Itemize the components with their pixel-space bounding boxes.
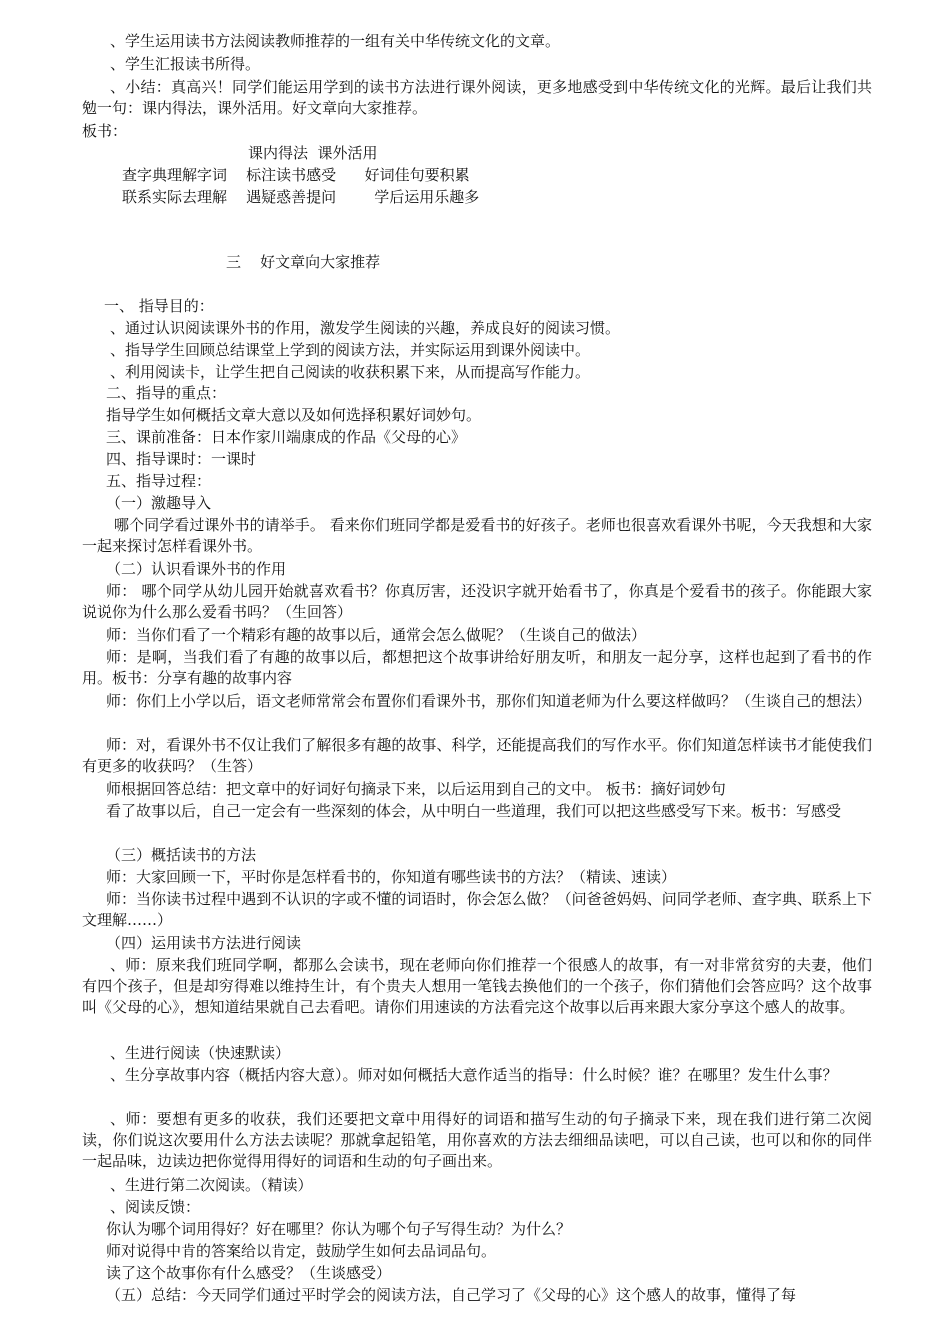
step-1-heading: （一）激趣导入 bbox=[106, 494, 212, 512]
step-4-text-6: 、阅读反馈： bbox=[110, 1198, 201, 1216]
step-4-text-1: 、师：原来我们班同学啊，都那么会读书，现在老师向你们推荐一个很感人的故事，有一对非常贫穷的夫妻，他们有四个孩子，但是却穷得难以维持生计，有个贵夫人想用一笔钱去换他们的一个孩子，你们猜他们会答应吗？这个故事叫《父母的心》，想知道结果就自己去看吧。请你们用速读的方法看完这个故事以后再来跟大家分享这个感人的故事。 bbox=[82, 956, 872, 1016]
board-heading: 课内得法 课外活用 bbox=[248, 144, 378, 162]
step-2-text-6: 师根据回答总结：把文章中的好词好句摘录下来，以后运用到自己的文中。 板书：摘好词妙句 bbox=[106, 780, 726, 798]
step-5-summary: （五）总结：今天同学们通过平时学会的阅读方法，自己学习了《父母的心》这个感人的故事，懂得了每 bbox=[106, 1286, 797, 1304]
board-line-2: 联系实际去理解 遇疑惑善提问 学后运用乐趣多 bbox=[122, 188, 480, 206]
feedback-teacher: 师对说得中肯的答案给以肯定，鼓励学生如何去品词品句。 bbox=[106, 1242, 497, 1260]
section-title: 三 好文章向大家推荐 bbox=[226, 253, 381, 271]
step-2-heading: （二）认识看课外书的作用 bbox=[106, 560, 287, 578]
focus-text: 指导学生如何概括文章大意以及如何选择积累好词妙句。 bbox=[106, 406, 482, 424]
step-4-text-4: 、师：要想有更多的收获，我们还要把文章中用得好的词语和描写生动的句子摘录下来，现在我们进行第二次阅读，你们说这次要用什么方法去读呢？那就拿起铅笔，用你喜欢的方法去细细品读吧，可以自己读，也可以和你的同伴一起品味，边读边把你觉得用得好的词语和生动的句子画出来。 bbox=[82, 1110, 872, 1170]
paragraph-report: 、学生汇报读书所得。 bbox=[110, 55, 261, 73]
feedback-feelings: 读了这个故事你有什么感受？（生谈感受） bbox=[106, 1264, 392, 1282]
step-4-text-3: 、生分享故事内容（概括内容大意）。师对如何概括大意作适当的指导：什么时候？谁？在哪里？发生什么事？ bbox=[110, 1066, 838, 1084]
step-2-text-1: 师： 哪个同学从幼儿园开始就喜欢看书？你真厉害，还没识字就开始看书了，你真是个爱看书的孩子。你能跟大家说说你为什么那么爱看书吗？（生回答） bbox=[82, 582, 872, 621]
step-4-text-2: 、生进行阅读（快速默读） bbox=[110, 1044, 291, 1062]
purpose-item-1: 、通过认识阅读课外书的作用，激发学生阅读的兴趣，养成良好的阅读习惯。 bbox=[110, 319, 621, 337]
feedback-question: 你认为哪个词用得好？好在哪里？你认为哪个句子写得生动？为什么？ bbox=[106, 1220, 572, 1238]
heading-purpose: 一、 指导目的： bbox=[104, 297, 214, 315]
purpose-item-2: 、指导学生回顾总结课堂上学到的阅读方法，并实际运用到课外阅读中。 bbox=[110, 341, 591, 359]
board-line-1: 查字典理解字词 标注读书感受 好词佳句要积累 bbox=[122, 166, 470, 184]
step-2-text-5: 师：对，看课外书不仅让我们了解很多有趣的故事、科学，还能提高我们的写作水平。你们知道怎样读书才能使我们有更多的收获吗？（生答） bbox=[82, 736, 872, 775]
step-2-text-7: 看了故事以后，自己一定会有一些深刻的体会，从中明白一些道理，我们可以把这些感受写下来。板书：写感受 bbox=[106, 802, 842, 820]
board-label: 板书： bbox=[82, 122, 128, 140]
purpose-item-3: 、利用阅读卡，让学生把自己阅读的收获积累下来，从而提高写作能力。 bbox=[110, 363, 591, 381]
heading-focus: 二、指导的重点： bbox=[106, 384, 227, 402]
step-1-text: 哪个同学看过课外书的请举手。 看来你们班同学都是爱看书的好孩子。老师也很喜欢看课外书呢，今天我想和大家一起来探讨怎样看课外书。 bbox=[82, 516, 872, 555]
paragraph-reading-articles: 、学生运用读书方法阅读教师推荐的一组有关中华传统文化的文章。 bbox=[110, 32, 561, 50]
step-2-text-4: 师：你们上小学以后，语文老师常常会布置你们看课外书，那你们知道老师为什么要这样做吗？（生谈自己的想法） bbox=[106, 692, 872, 710]
step-3-text-2: 师：当你读书过程中遇到不认识的字或不懂的词语时，你会怎么做？（问爸爸妈妈、问同学老师、查字典、联系上下文理解……） bbox=[82, 890, 872, 929]
heading-class-hours: 四、指导课时：一课时 bbox=[106, 450, 257, 468]
step-4-heading: （四）运用读书方法进行阅读 bbox=[106, 934, 302, 952]
step-3-heading: （三）概括读书的方法 bbox=[106, 846, 257, 864]
step-3-text-1: 师：大家回顾一下，平时你是怎样看书的，你知道有哪些读书的方法？（精读、速读） bbox=[106, 868, 677, 886]
paragraph-summary: 、小结：真高兴！同学们能运用学到的读书方法进行课外阅读，更多地感受到中华传统文化的光辉。最后让我们共勉一句：课内得法，课外活用。好文章向大家推荐。 bbox=[82, 78, 872, 117]
heading-preparation: 三、课前准备：日本作家川端康成的作品《父母的心》 bbox=[106, 428, 467, 446]
heading-process: 五、指导过程： bbox=[106, 472, 212, 490]
step-2-text-2: 师：当你们看了一个精彩有趣的故事以后，通常会怎么做呢？（生谈自己的做法） bbox=[106, 626, 647, 644]
step-4-text-5: 、生进行第二次阅读。（精读） bbox=[110, 1176, 313, 1194]
step-2-text-3: 师：是啊，当我们看了有趣的故事以后，都想把这个故事讲给好朋友听，和朋友一起分享，这样也起到了看书的作用。板书：分享有趣的故事内容 bbox=[82, 648, 872, 687]
